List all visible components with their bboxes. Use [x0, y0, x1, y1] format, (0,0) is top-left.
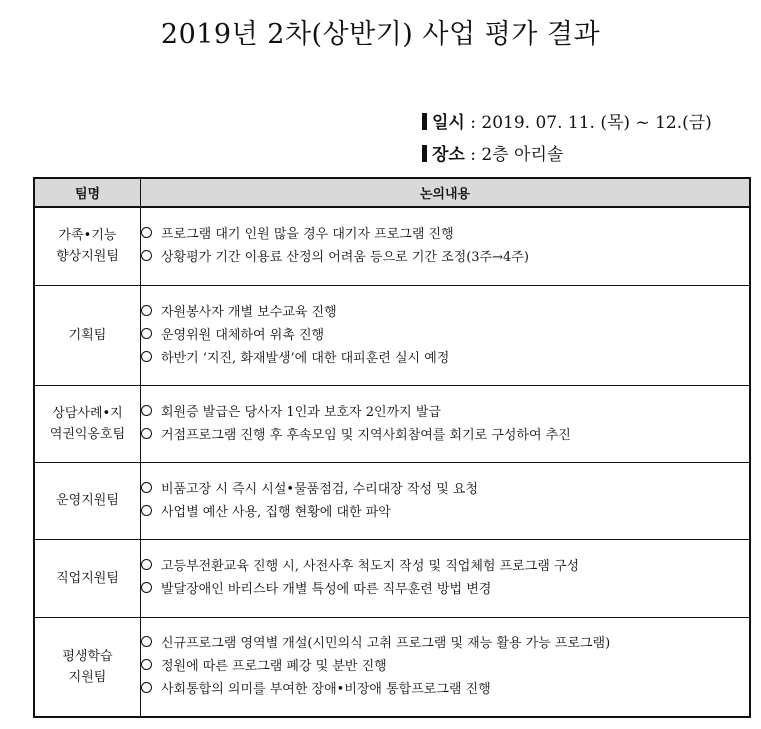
discussion-item: [141, 324, 749, 347]
discussion-text: 신규프로그램 영역별 개설(시민의식 고취 프로그램 및 재능 활용 가능 프로그램): [161, 636, 611, 652]
discussion-item: [141, 655, 749, 678]
team-name-cell: [34, 617, 141, 717]
discussion-item: [141, 301, 749, 324]
team-name-line: 기획팀: [68, 327, 107, 343]
circle-bullet-icon: [141, 305, 152, 316]
team-name-cell: [34, 462, 141, 539]
discussion-item: [141, 578, 749, 601]
discussion-item: [141, 501, 749, 524]
team-name-line: 지원팀: [68, 669, 107, 685]
place-value: 2층 아리솔: [481, 145, 564, 165]
discussion-item: [141, 555, 749, 578]
header-team: 팀명: [34, 178, 141, 207]
discussion-item: [141, 246, 749, 269]
bullet-bar-icon: [422, 113, 427, 130]
discussion-item: [141, 632, 749, 655]
discussion-item: [141, 678, 749, 701]
discussion-text: 회원증 발급은 당사자 1인과 보호자 2인까지 발급: [161, 404, 441, 420]
discussion-item: [141, 347, 749, 370]
circle-bullet-icon: [141, 682, 152, 693]
team-name-line: 역권익옹호팀: [49, 426, 126, 442]
discussion-cell: [141, 207, 751, 285]
evaluation-table: [33, 177, 751, 718]
table-row: [34, 462, 750, 539]
discussion-text: 하반기 ‘지진, 화재발생’에 대한 대피훈련 실시 예정: [161, 350, 450, 366]
circle-bullet-icon: [141, 482, 152, 493]
discussion-item: [141, 223, 749, 246]
date-label: 일시: [432, 113, 465, 133]
team-name-line: 직업지원팀: [56, 570, 119, 586]
table-row: [34, 207, 750, 285]
circle-bullet-icon: [141, 428, 152, 439]
discussion-item: [141, 401, 749, 424]
discussion-text: 프로그램 대기 인원 많을 경우 대기자 프로그램 진행: [161, 227, 454, 243]
discussion-text: 사업별 예산 사용, 집행 현황에 대한 파악: [161, 504, 391, 520]
team-name-line: 상담사례•지: [52, 405, 123, 421]
discussion-text: 비품고장 시 즉시 시설•물품점검, 수리대장 작성 및 요청: [161, 481, 479, 497]
circle-bullet-icon: [141, 659, 152, 670]
discussion-text: 거점프로그램 진행 후 후속모임 및 지역사회참여를 회기로 구성하여 추진: [161, 427, 571, 443]
discussion-text: 상황평가 기간 이용료 산정의 어려움 등으로 기간 조정(3주→4주): [161, 250, 529, 266]
discussion-cell: [141, 285, 751, 385]
team-name-cell: [34, 285, 141, 385]
table-header-row: [34, 178, 750, 207]
circle-bullet-icon: [141, 250, 152, 261]
team-name-cell: [34, 385, 141, 462]
discussion-item: [141, 424, 749, 447]
circle-bullet-icon: [141, 405, 152, 416]
table-row: [34, 385, 750, 462]
date-value: 2019. 07. 11. (목) ~ 12.(금): [481, 113, 712, 133]
discussion-cell: [141, 462, 751, 539]
meta-date: 일시 : 2019. 07. 11. (목) ~ 12.(금): [422, 108, 712, 133]
table-row: [34, 617, 750, 717]
circle-bullet-icon: [141, 582, 152, 593]
team-name-line: 향상지원팀: [56, 249, 119, 265]
table-row: [34, 539, 750, 617]
page-title: 2019년 2차(상반기) 사업 평가 결과: [160, 19, 601, 50]
circle-bullet-icon: [141, 328, 152, 339]
team-name-line: 운영지원팀: [56, 493, 119, 508]
discussion-text: 운영위원 대체하여 위촉 진행: [161, 327, 325, 343]
discussion-cell: [141, 385, 751, 462]
place-label: 장소: [432, 145, 465, 165]
bullet-bar-icon: [422, 145, 427, 162]
header-discussion: 논의내용: [141, 178, 751, 207]
team-name-line: 가족•기능: [58, 228, 117, 244]
discussion-cell: [141, 539, 751, 617]
table-row: [34, 285, 750, 385]
discussion-text: 사회통합의 의미를 부여한 장애•비장애 통합프로그램 진행: [161, 682, 491, 698]
discussion-text: 발달장애인 바리스타 개별 특성에 따른 직무훈련 방법 변경: [161, 582, 492, 597]
team-name-line: 평생학습: [62, 648, 113, 664]
discussion-text: 자원봉사자 개별 보수교육 진행: [161, 304, 337, 320]
team-name-cell: [34, 539, 141, 617]
circle-bullet-icon: [141, 636, 152, 647]
circle-bullet-icon: [141, 559, 152, 570]
team-name-cell: [34, 207, 141, 285]
discussion-text: 고등부전환교육 진행 시, 사전사후 척도지 작성 및 직업체험 프로그램 구성: [161, 559, 580, 574]
discussion-text: 정원에 따른 프로그램 폐강 및 분반 진행: [161, 659, 387, 675]
circle-bullet-icon: [141, 505, 152, 516]
circle-bullet-icon: [141, 351, 152, 362]
meta-place: 장소 : 2층 아리솔: [422, 140, 563, 165]
discussion-item: [141, 478, 749, 501]
circle-bullet-icon: [141, 227, 152, 238]
discussion-cell: [141, 617, 751, 717]
